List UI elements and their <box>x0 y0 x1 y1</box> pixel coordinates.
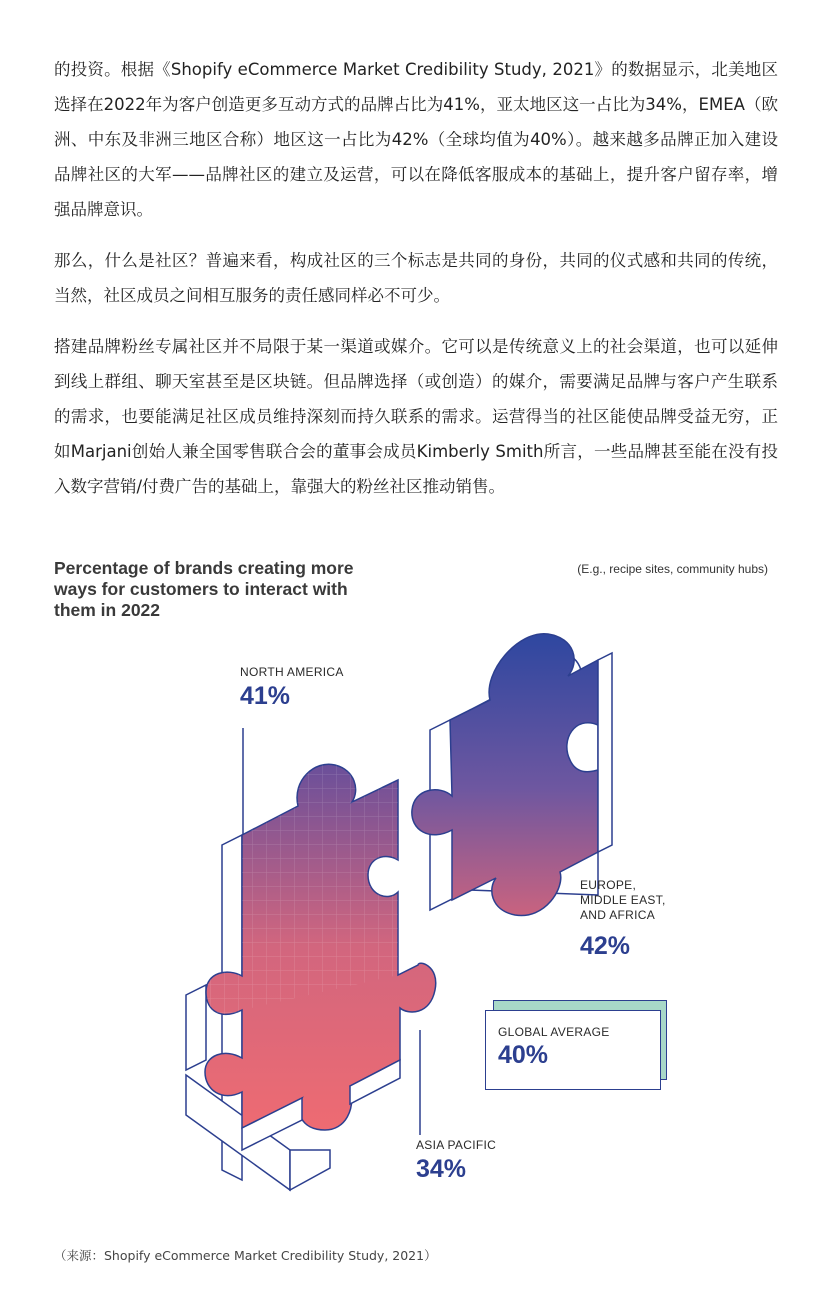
article-body <box>54 52 778 504</box>
emea-puzzle-piece <box>412 634 612 916</box>
global-average-label: GLOBAL AVERAGE <box>498 1025 610 1039</box>
paragraph: 的投资。根据《Shopify eCommerce Market Credibility Study, 2021》的数据显示，北美地区选择在2022年为客户创造更多互动方式的品牌占比为41%，亚太地区这一占比为34%，EMEA（欧洲、中东及非洲三地区合称）地区这一占比为42%（全球均值为40%）。越来越多品牌正加入建设品牌社区的大军——品牌社区的建立及运营，可以在降低客服成本的基础上，提升客户留存率，增强品牌意识。 <box>54 60 778 219</box>
north-america-value: 41% <box>240 682 291 710</box>
north-america-asia-puzzle-piece <box>186 764 436 1190</box>
emea-value: 42% <box>580 932 631 960</box>
paragraph: 搭建品牌粉丝专属社区并不局限于某一渠道或媒介。它可以是传统意义上的社会渠道，也可以延伸到线上群组、聊天室甚至是区块链。但品牌选择（或创造）的媒介，需要满足品牌与客户产生联系的需求，也要能满足社区成员维持深刻而持久联系的需求。运营得当的社区能使品牌受益无穷，正如Marjani创始人兼全国零售联合会的董事会成员Kimberly Smith所言，一些品牌甚至能在没有投入数字营销/付费广告的基础上，靠强大的粉丝社区推动销售。 <box>54 337 778 496</box>
source-citation: （来源：Shopify eCommerce Market Credibility Study, 2021） <box>54 1248 437 1263</box>
emea-label <box>580 878 666 923</box>
global-average-card <box>485 1010 661 1090</box>
paragraph: 那么，什么是社区？普遍来看，构成社区的三个标志是共同的身份，共同的仪式感和共同的传统，当然，社区成员之间相互服务的责任感同样必不可少。 <box>54 251 778 305</box>
emea-label-line: MIDDLE EAST, <box>580 893 666 907</box>
north-america-label: NORTH AMERICA <box>240 665 344 679</box>
figure-title: Percentage of brands creating more ways for customers to interact with them in 2022 <box>54 558 354 620</box>
emea-label-line: AND AFRICA <box>580 908 656 922</box>
emea-label-line: EUROPE, <box>580 878 637 892</box>
global-average-value: 40% <box>498 1041 549 1069</box>
asia-pacific-label: ASIA PACIFIC <box>416 1138 497 1152</box>
asia-pacific-value: 34% <box>416 1155 467 1183</box>
puzzle-illustration <box>0 620 832 1210</box>
global-average-card-front <box>485 1010 661 1090</box>
figure-note: (E.g., recipe sites, community hubs) <box>577 562 768 576</box>
